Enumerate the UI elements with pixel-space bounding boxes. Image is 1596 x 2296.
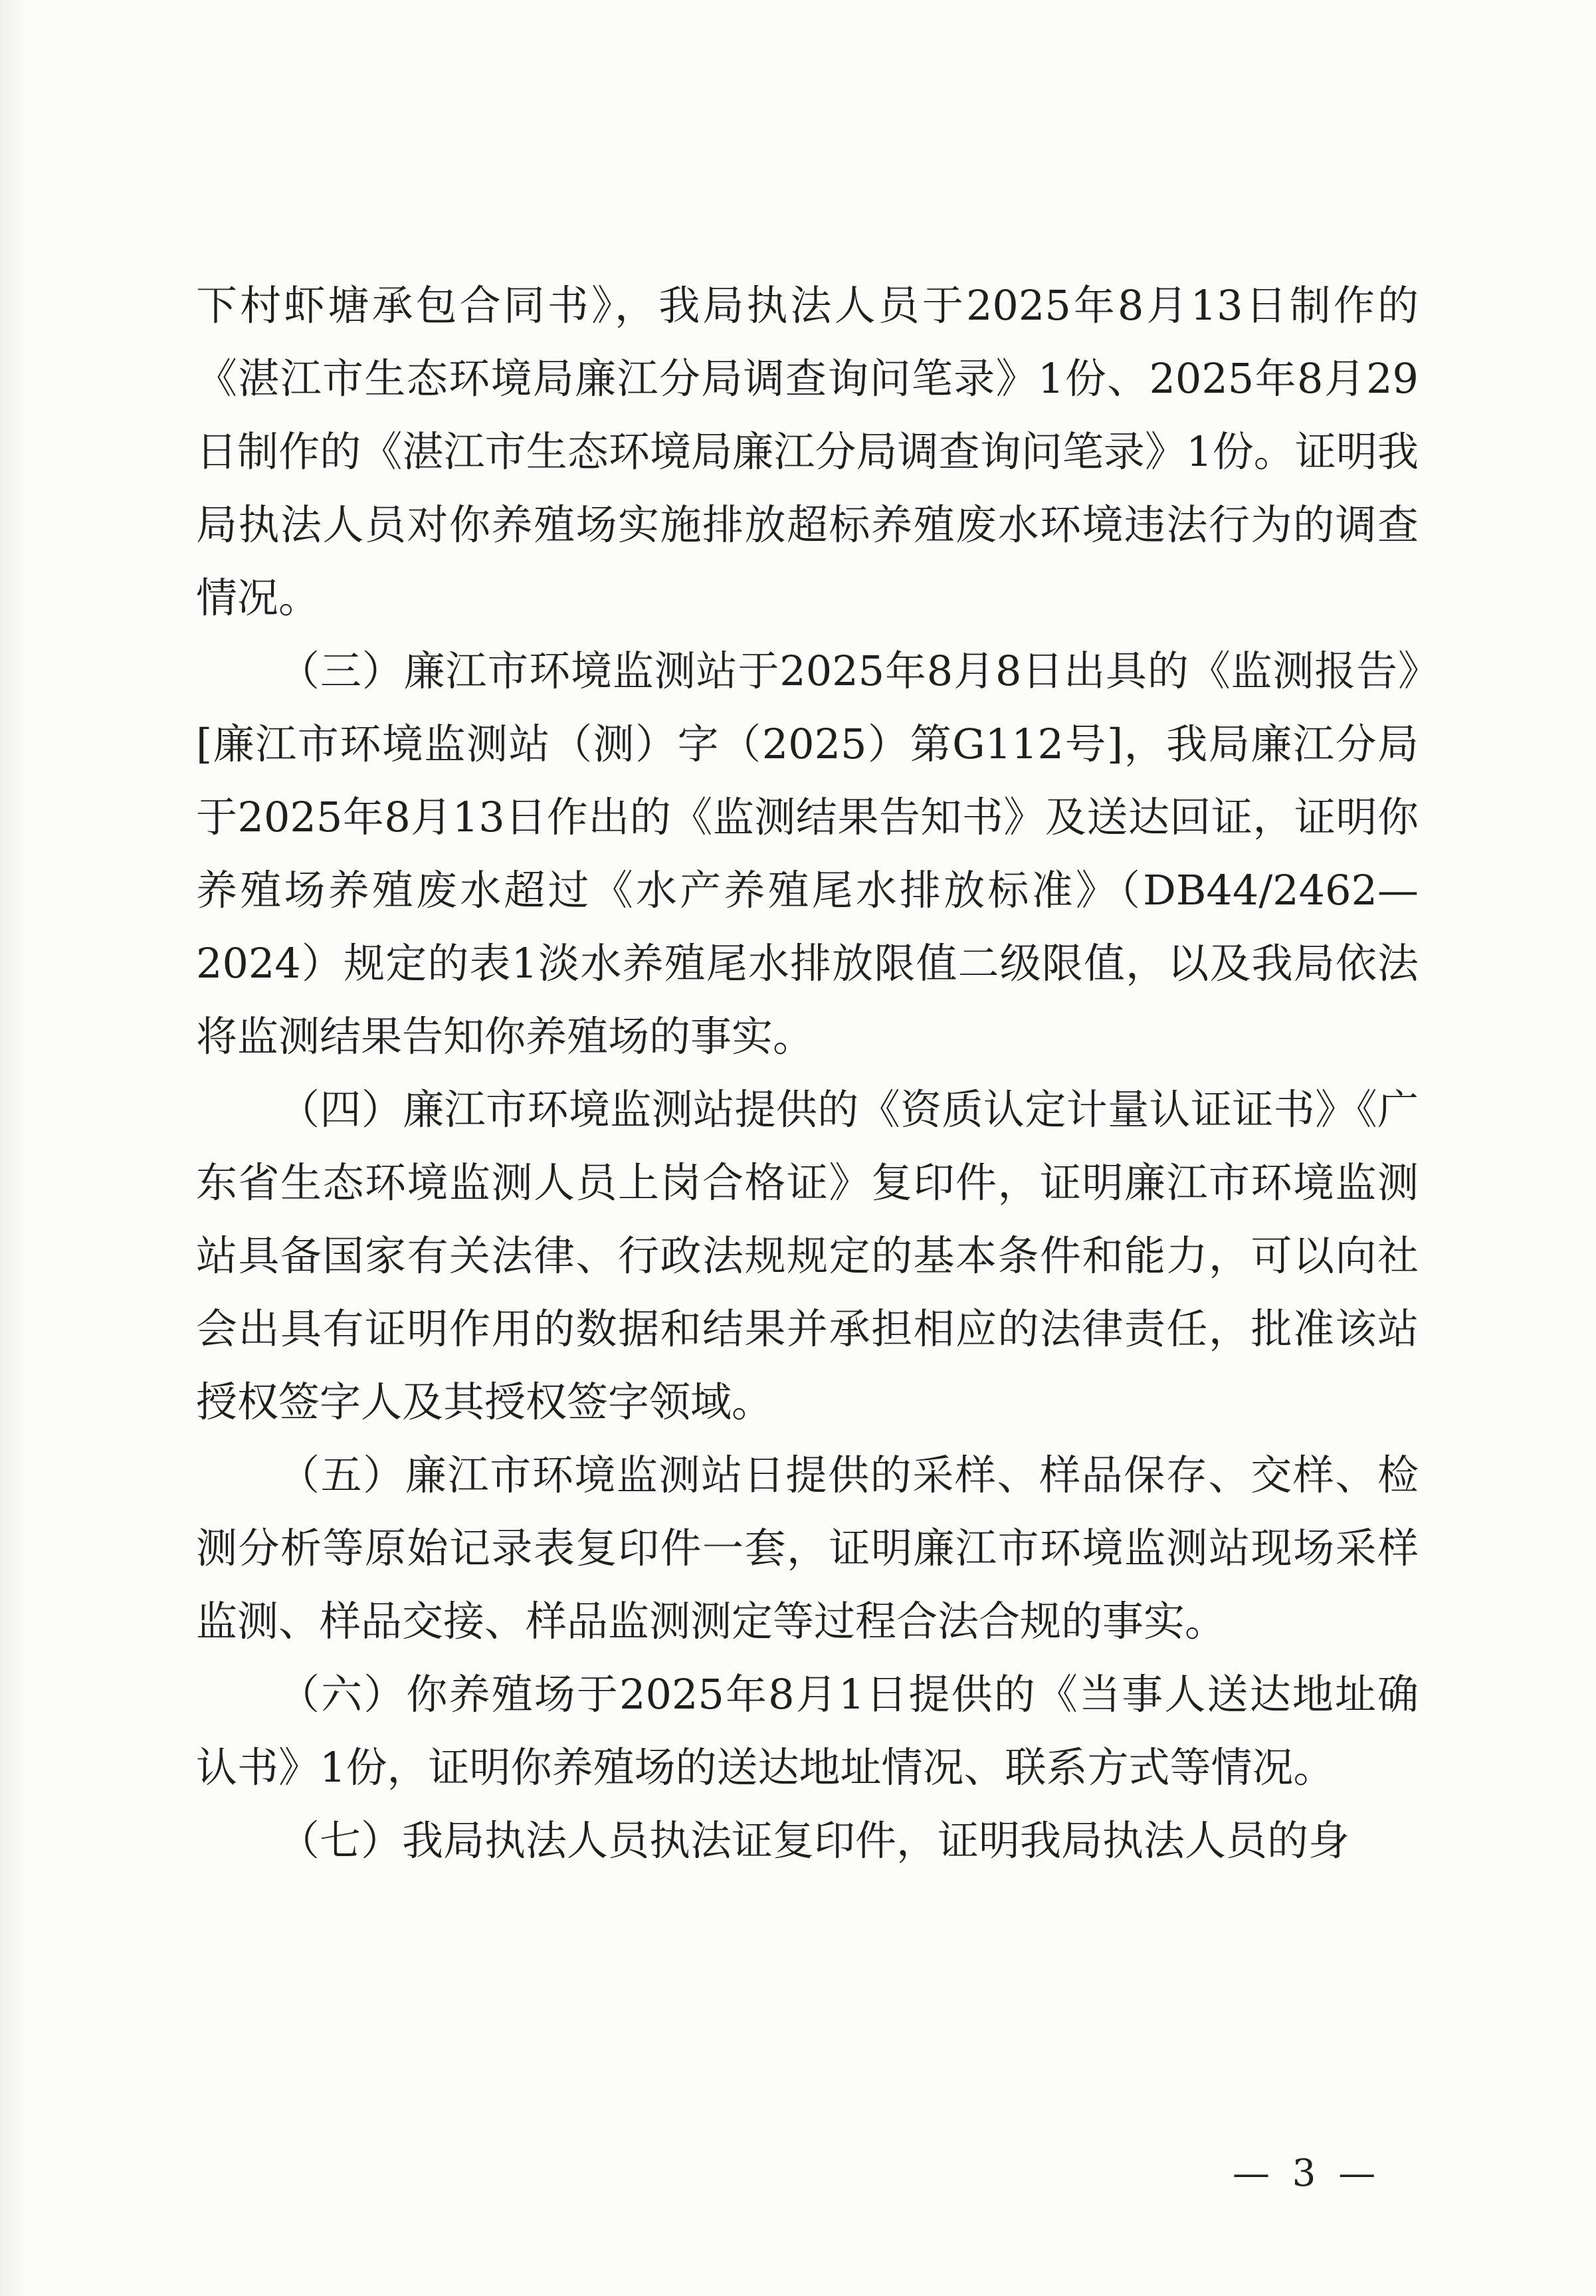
scan-edge-shadow	[0, 0, 27, 2296]
paragraph-item-7: （七）我局执法人员执法证复印件，证明我局执法人员的身	[278, 1816, 1350, 1865]
paragraph-item-5: （五）廉江市环境监测站日提供的采样、样品保存、交样、检测分析等原始记录表复印件一套，证明廉江市环境监测站现场采样监测、样品交接、样品监测测定等过程合法合规的事实。	[196, 1451, 1419, 1645]
paragraph-item-6: （六）你养殖场于2025年8月1日提供的《当事人送达地址确认书》1份，证明你养殖场的送达地址情况、联系方式等情况。	[196, 1670, 1419, 1792]
paragraph-item-4: （四）廉江市环境监测站提供的《资质认定计量认证证书》《广东省生态环境监测人员上岗合格证》复印件，证明廉江市环境监测站具备国家有关法律、行政法规规定的基本条件和能力，可以向社会出具有证明作用的数据和结果并承担相应的法律责任，批准该站授权签字人及其授权签字领域。	[196, 1085, 1419, 1426]
page-number: — 3 —	[1233, 2152, 1381, 2195]
paragraph-item-3: （三）廉江市环境监测站于2025年8月8日出具的《监测报告》[廉江市环境监测站（测）字（2025）第G112号]，我局廉江分局于2025年8月13日作出的《监测结果告知书》及送达回证，证明你养殖场养殖废水超过《水产养殖尾水排放标准》（DB44/2462—2024）规定的表1淡水养殖尾水排放限值二级限值，以及我局依法将监测结果告知你养殖场的事实。	[196, 647, 1419, 1061]
body-text	[196, 269, 1419, 1877]
paragraph-continued: 下村虾塘承包合同书》，我局执法人员于2025年8月13日制作的《湛江市生态环境局廉江分局调查询问笔录》1份、2025年8月29日制作的《湛江市生态环境局廉江分局调查询问笔录》1份。证明我局执法人员对你养殖场实施排放超标养殖废水环境违法行为的调查情况。	[196, 281, 1419, 622]
